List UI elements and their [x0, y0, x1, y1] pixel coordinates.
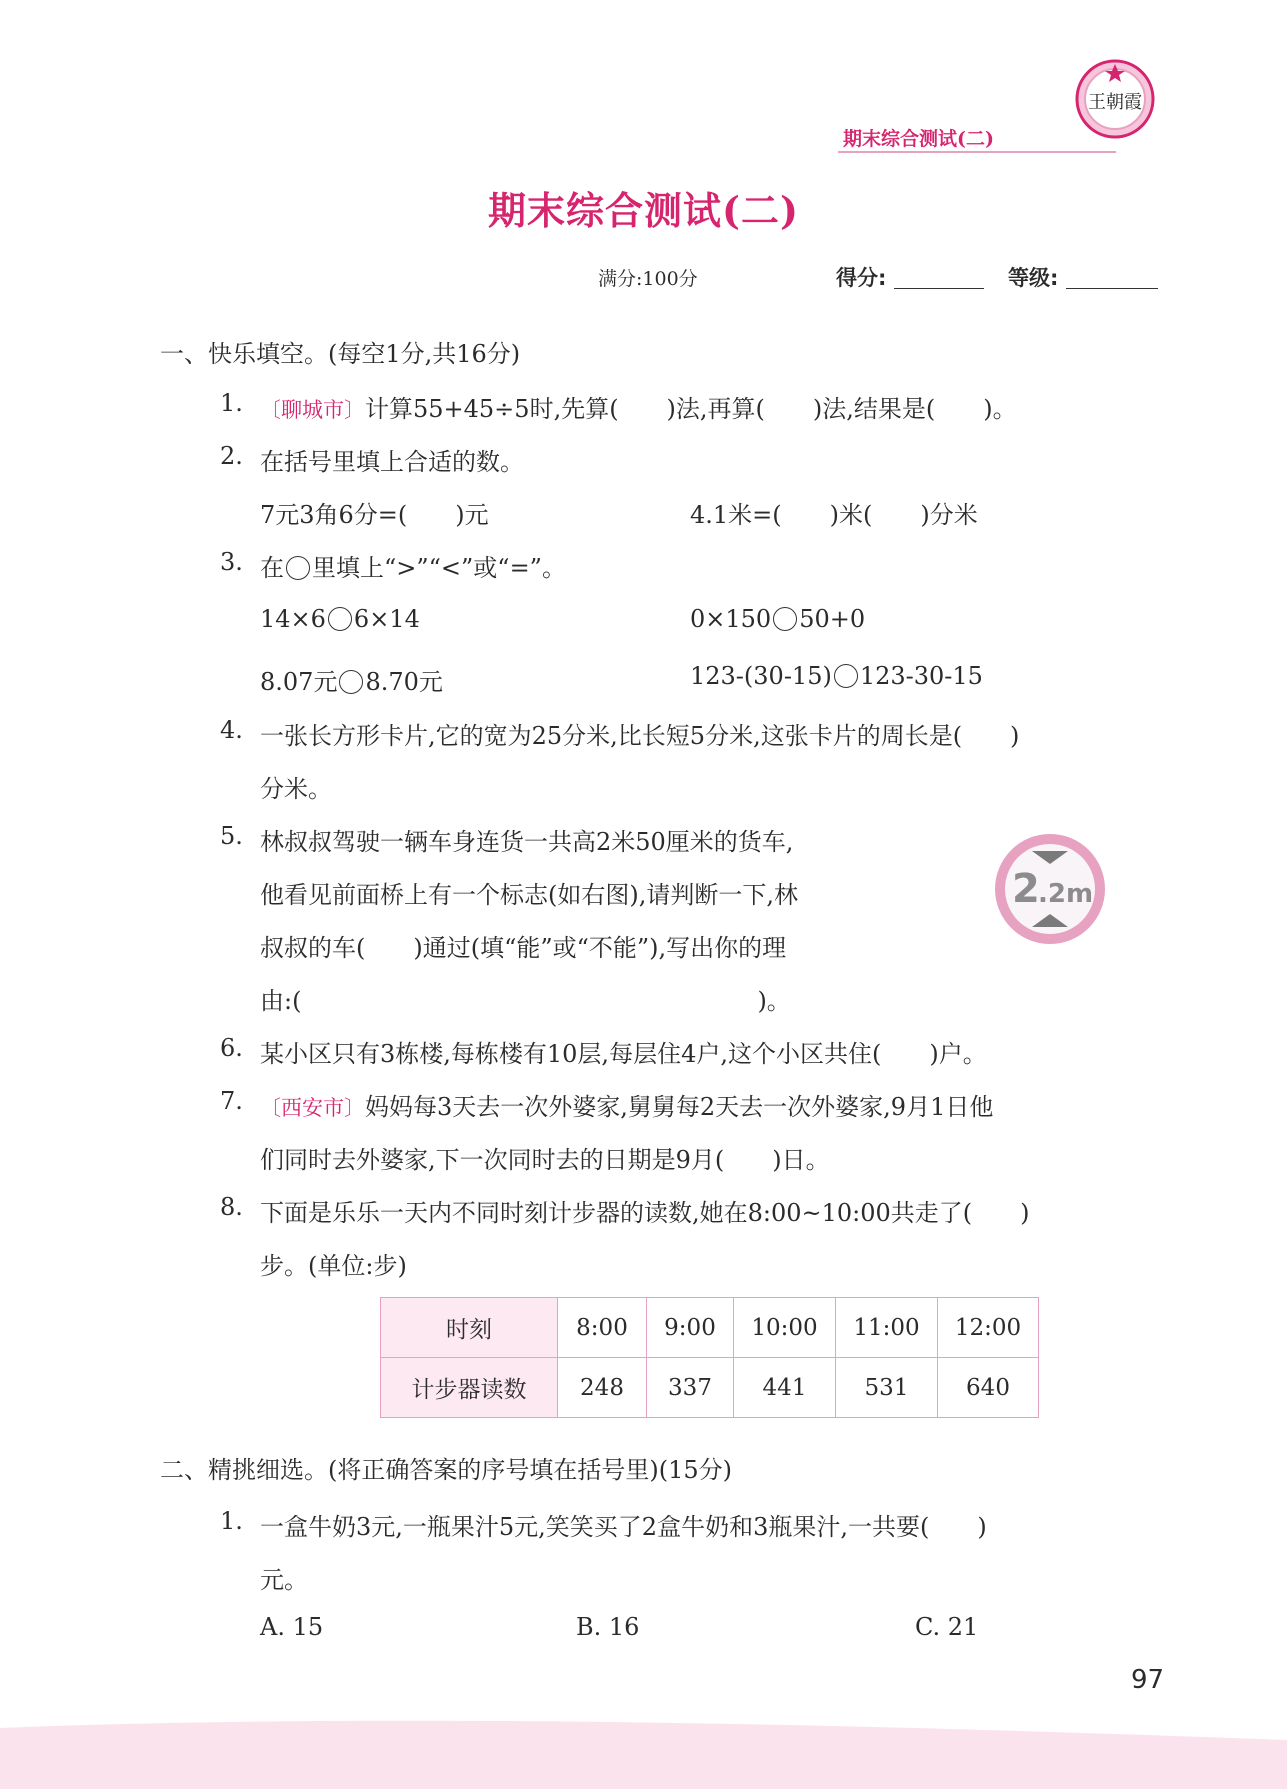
- logo-text: 王朝霞: [1088, 92, 1142, 113]
- q1-line: [260, 389, 1017, 424]
- q3-item-4: 123-(30-15) 123-30-15: [690, 662, 983, 690]
- section2-title: 二、精挑细选。(将正确答案的序号填在括号里)(15分): [160, 1456, 732, 1484]
- q3-number: 3.: [220, 548, 243, 576]
- table-cell: 531: [836, 1358, 938, 1418]
- table-cell: 12:00: [938, 1298, 1039, 1358]
- q5-line2: 他看见前面桥上有一个标志(如右图),请判断一下,林: [260, 881, 798, 909]
- compare-circle[interactable]: [328, 607, 352, 631]
- q5-number: 5.: [220, 822, 243, 850]
- compare-circle[interactable]: [339, 670, 363, 694]
- compare-circle: [286, 556, 310, 580]
- option-c[interactable]: C. 21: [915, 1613, 979, 1641]
- q6-number: 6.: [220, 1034, 243, 1062]
- q7-region-tag: 〔西安市〕: [260, 1096, 365, 1120]
- table-cell: 248: [558, 1358, 647, 1418]
- option-b[interactable]: B. 16: [576, 1613, 640, 1641]
- q1-region-tag: 〔聊城市〕: [260, 398, 365, 422]
- q7-line1: 〔西安市〕妈妈每3天去一次外婆家,舅舅每2天去一次外婆家,9月1日他: [260, 1093, 994, 1121]
- table-cell: 10:00: [734, 1298, 836, 1358]
- s2-q1-number: 1.: [220, 1507, 243, 1535]
- score-label: 得分:: [836, 266, 887, 290]
- q2-item-a: 7元3角6分=( )元: [260, 501, 489, 529]
- q5-line1: 林叔叔驾驶一辆车身连货一共高2米50厘米的货车,: [260, 828, 794, 856]
- q6-text: 某小区只有3栋楼,每栋楼有10层,每层住4户,这个小区共住( )户。: [260, 1040, 987, 1068]
- q5-line3: 叔叔的车( )通过(填“能”或“不能”),写出你的理: [260, 934, 787, 962]
- table-header-reading: 计步器读数: [381, 1358, 558, 1418]
- table-cell: 337: [647, 1358, 734, 1418]
- q1-text: 计算55+45÷5时,先算( )法,再算( )法,结果是( )。: [365, 395, 1017, 423]
- q8-line1: 下面是乐乐一天内不同时刻计步器的读数,她在8:00~10:00共走了( ): [260, 1199, 1030, 1227]
- table-cell: 8:00: [558, 1298, 647, 1358]
- q2-text: 在括号里填上合适的数。: [260, 448, 524, 476]
- score-blank[interactable]: [894, 288, 984, 289]
- bottom-decor-band: [0, 1710, 1287, 1789]
- page-number: 97: [1131, 1665, 1165, 1695]
- table-cell: 441: [734, 1358, 836, 1418]
- table-cell: 9:00: [647, 1298, 734, 1358]
- grade-label: 等级:: [1008, 266, 1059, 290]
- q8-number: 8.: [220, 1193, 243, 1221]
- sign-number: 2: [1012, 866, 1040, 912]
- q4-line2: 分米。: [260, 775, 332, 803]
- q1-number: 1.: [220, 389, 243, 417]
- pedometer-table: [380, 1297, 1039, 1418]
- q5-line4: 由:( )。: [260, 987, 791, 1015]
- q7-number: 7.: [220, 1087, 243, 1115]
- q3-item-2: 0×150 50+0: [690, 605, 866, 633]
- q4-number: 4.: [220, 716, 243, 744]
- compare-circle[interactable]: [834, 664, 858, 688]
- table-cell: 11:00: [836, 1298, 938, 1358]
- table-header-time: 时刻: [381, 1298, 558, 1358]
- q3-item-1: 14×6 6×14: [260, 605, 420, 633]
- section1-title: 一、快乐填空。(每空1分,共16分): [160, 340, 521, 368]
- q2-item-b: 4.1米=( )米( )分米: [690, 501, 978, 529]
- q2-number: 2.: [220, 442, 243, 470]
- full-score: 满分:100分: [598, 268, 698, 290]
- s2-q1-line1: 一盒牛奶3元,一瓶果汁5元,笑笑买了2盒牛奶和3瓶果汁,一共要( ): [260, 1513, 987, 1541]
- q7-line2: 们同时去外婆家,下一次同时去的日期是9月( )日。: [260, 1146, 830, 1174]
- table-cell: 640: [938, 1358, 1039, 1418]
- q3-item-3: 8.07元 8.70元: [260, 668, 443, 696]
- page-title: 期末综合测试(二): [488, 188, 799, 233]
- option-a[interactable]: A. 15: [260, 1613, 324, 1641]
- height-limit-sign: [992, 831, 1108, 947]
- brand-logo: [1074, 58, 1156, 140]
- table-row: [381, 1298, 1039, 1358]
- header-section-tag: 期末综合测试(二): [843, 128, 994, 150]
- header-underline: [838, 151, 1116, 153]
- compare-circle[interactable]: [773, 607, 797, 631]
- s2-q1-line2: 元。: [260, 1566, 308, 1594]
- q3-text: 在 里填上“>”“<”或“=”。: [260, 554, 566, 582]
- q4-line1: 一张长方形卡片,它的宽为25分米,比长短5分米,这张卡片的周长是( ): [260, 722, 1020, 750]
- q8-line2: 步。(单位:步): [260, 1252, 407, 1280]
- sign-unit: .2m: [1038, 879, 1094, 909]
- grade-blank[interactable]: [1066, 288, 1158, 289]
- table-row: [381, 1358, 1039, 1418]
